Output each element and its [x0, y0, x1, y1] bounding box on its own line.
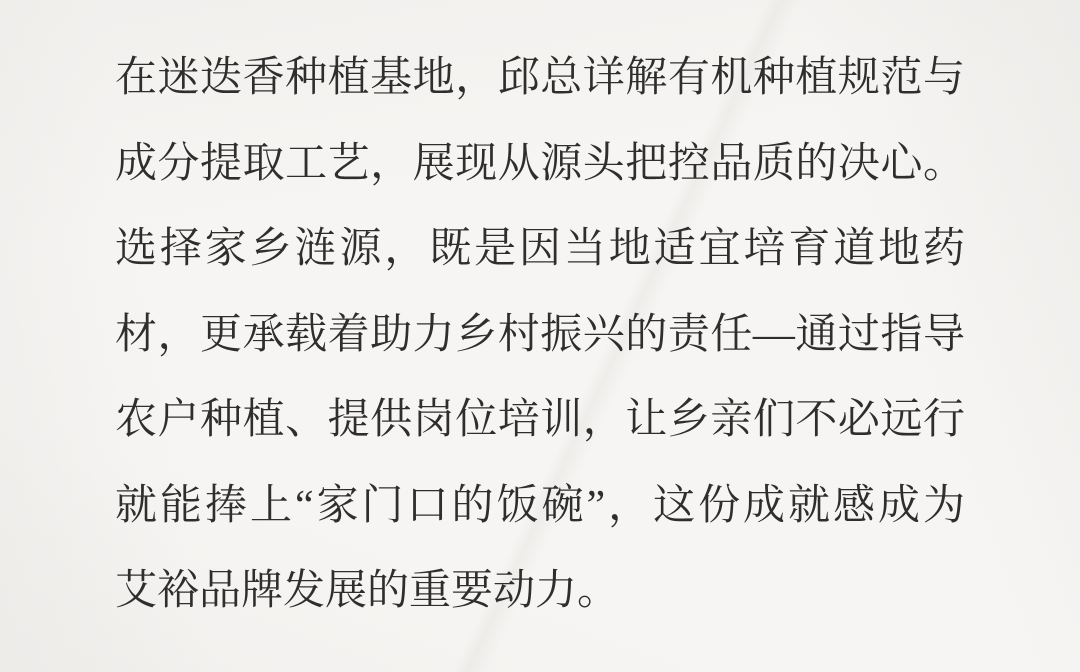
text-line-3: 选择家乡涟源，既是因当地适宜培育道地药	[115, 226, 965, 272]
text-line-4: 材，更承载着助力乡村振兴的责任—通过指导	[115, 311, 965, 358]
text-line-2: 成分提取工艺，展现从源头把控品质的决心。	[115, 140, 965, 187]
text-line-7: 艾裕品牌发展的重要动力。	[115, 568, 620, 614]
text-line-5: 农户种植、提供岗位培训，让乡亲们不必远行	[115, 397, 965, 443]
text-line-1: 在迷迭香种植基地，邱总详解有机种植规范与	[115, 55, 965, 101]
text-line-6: 就能捧上“家门口的饭碗”，这份成就感成为	[115, 482, 965, 529]
